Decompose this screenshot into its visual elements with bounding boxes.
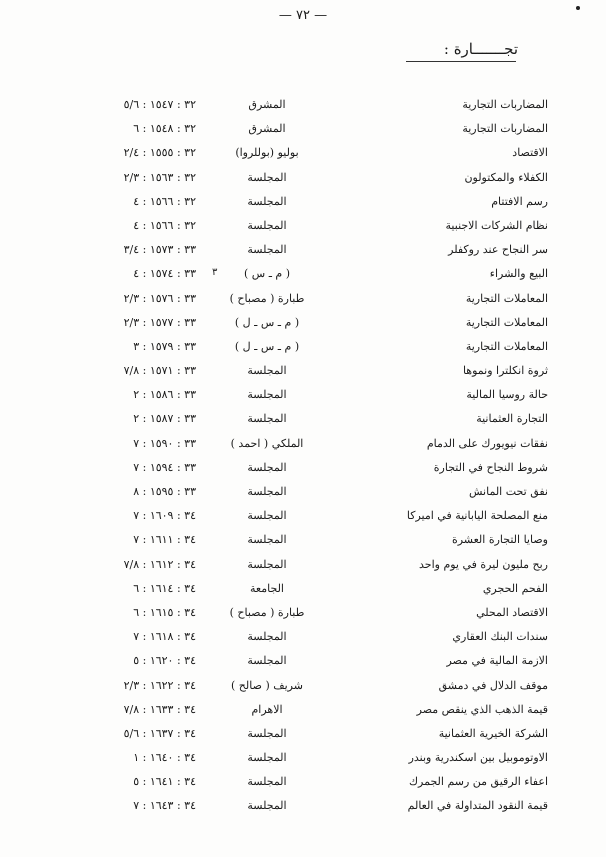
row-topic: وصايا التجارة العشرة <box>451 533 548 547</box>
index-row <box>0 388 606 412</box>
row-source: المجلسة <box>247 388 287 402</box>
row-reference: ٣٣ : ١٥٧٩ : ٣ <box>133 339 196 353</box>
index-row <box>0 679 606 703</box>
heading-underline <box>406 61 516 62</box>
row-reference: ٣٤ : ١٦١٨ : ٧ <box>133 630 196 644</box>
speck-mark <box>576 6 580 10</box>
row-source: المشرق <box>248 122 286 136</box>
row-topic: شروط النجاح في التجارة <box>433 460 548 474</box>
row-reference: ٣٤ : ١٦٠٩ : ٧ <box>133 509 196 523</box>
row-topic: البيع والشراء <box>489 267 548 281</box>
row-reference: ٣٤ : ١٦١١ : ٧ <box>133 533 196 547</box>
index-row <box>0 243 606 267</box>
row-reference: ٣٤ : ١٦١٢ : ٧/٨ <box>123 557 196 571</box>
index-row <box>0 340 606 364</box>
row-reference: ٣٣ : ١٥٧٧ : ٢/٣ <box>123 315 196 329</box>
row-source: المجلسة <box>247 243 287 257</box>
section-heading: تجـــــــارة : <box>443 40 518 58</box>
index-row <box>0 485 606 509</box>
row-reference: ٣٣ : ١٥٩٤ : ٧ <box>133 460 196 474</box>
row-reference: ٣٢ : ١٥٦٣ : ٢/٣ <box>123 170 196 184</box>
row-topic: رسم الافتتام <box>491 194 548 208</box>
row-reference: ٣٣ : ١٥٧٦ : ٢/٣ <box>123 291 196 305</box>
row-topic: سندات البنك العقاري <box>452 630 548 644</box>
row-topic: موقف الدلال في دمشق <box>438 678 548 692</box>
row-topic: المعاملات التجارية <box>465 291 548 305</box>
row-source: ( م ـ س ) <box>243 267 291 281</box>
index-row <box>0 799 606 823</box>
row-source: المجلسة <box>247 654 287 668</box>
row-source: المجلسة <box>247 218 287 232</box>
row-source: ( م ـ س ـ ل ) <box>234 315 300 329</box>
index-row <box>0 267 606 291</box>
row-topic: المضاربات التجارية <box>462 98 548 111</box>
index-row <box>0 461 606 485</box>
index-table <box>0 98 606 824</box>
row-topic: منع المصلحة اليابانية في اميركا <box>406 509 548 523</box>
row-topic: الاوتوموبيل بين اسكندرية وبندر <box>408 751 548 765</box>
index-row <box>0 412 606 436</box>
index-row <box>0 727 606 751</box>
row-reference: ٣٤ : ١٦٤٣ : ٧ <box>133 799 196 813</box>
row-source: طبارة ( مصباح ) <box>229 291 305 305</box>
index-row <box>0 316 606 340</box>
row-reference: ٣٤ : ١٦٣٣ : ٧/٨ <box>123 702 196 716</box>
index-row <box>0 751 606 775</box>
row-topic: اعفاء الرقيق من رسم الجمرك <box>408 775 548 789</box>
row-source: بوليو (بوللروا) <box>235 146 299 160</box>
row-topic: التجارة العثمانية <box>476 412 548 426</box>
row-reference: ٣٣ : ١٥٨٧ : ٢ <box>133 412 196 426</box>
index-row <box>0 654 606 678</box>
row-source: الملكي ( احمد ) <box>230 436 304 450</box>
row-reference: ٣٢ : ١٥٦٦ : ٤ <box>133 218 196 232</box>
row-source: المجلسة <box>247 799 287 813</box>
row-reference: ٣٤ : ١٦٤٠ : ١ <box>133 751 196 765</box>
row-reference: ٣٣ : ١٥٨٦ : ٢ <box>133 388 196 402</box>
row-source: الاهرام <box>251 702 283 716</box>
row-reference: ٣٤ : ١٦٤١ : ٥ <box>133 775 196 789</box>
row-topic: المضاربات التجارية <box>462 122 548 136</box>
row-source: ( م ـ س ـ ل ) <box>234 339 300 353</box>
row-source: المجلسة <box>247 726 287 740</box>
row-reference: ٣٣ : ١٥٧٣ : ٣/٤ <box>123 243 196 257</box>
row-source: المجلسة <box>247 485 287 498</box>
index-row <box>0 146 606 170</box>
row-topic: حالة روسيا المالية <box>466 388 548 402</box>
row-topic: ربح مليون ليرة في يوم واحد <box>419 557 548 571</box>
row-topic: ثروة انكلترا ونموها <box>462 364 548 378</box>
row-reference: ٣٣ : ١٥٧١ : ٧/٨ <box>123 364 196 378</box>
row-source: المجلسة <box>247 170 287 184</box>
index-row <box>0 606 606 630</box>
row-source: طبارة ( مصباح ) <box>229 605 305 619</box>
index-row <box>0 437 606 461</box>
row-reference: ٣٤ : ١٦٢٢ : ٢/٣ <box>123 678 196 692</box>
row-source: المجلسة <box>247 533 287 547</box>
row-source: المجلسة <box>247 194 287 208</box>
row-topic: نفقات نيويورك على الدمام <box>426 436 548 450</box>
row-topic: نظام الشركات الاجنبية <box>445 218 548 232</box>
row-reference: ٣٢ : ١٥٤٨ : ٦ <box>133 122 196 136</box>
row-source: المجلسة <box>247 630 287 644</box>
row-topic: الاقتصاد المحلي <box>476 605 548 619</box>
row-source: المجلسة <box>247 751 287 765</box>
row-reference: ٣٢ : ١٥٥٥ : ٢/٤ <box>123 146 196 160</box>
index-row <box>0 219 606 243</box>
row-reference: ٣٤ : ١٦١٤ : ٦ <box>133 581 196 595</box>
row-topic: الاقتصاد <box>512 146 548 160</box>
row-source: المجلسة <box>247 460 287 474</box>
row-reference: ٣٤ : ١٦١٥ : ٦ <box>133 605 196 619</box>
row-topic: المعاملات التجارية <box>465 315 548 329</box>
row-reference: ٣٣ : ١٥٧٤ : ٤ <box>133 267 196 281</box>
index-row <box>0 122 606 146</box>
row-source: المجلسة <box>247 364 287 378</box>
row-topic: الكفلاء والمكتولون <box>464 170 548 184</box>
row-source: المجلسة <box>247 412 287 426</box>
row-source: المجلسة <box>247 509 287 523</box>
row-reference: ٣٣ : ١٥٩٥ : ٨ <box>133 485 196 498</box>
row-topic: الفحم الحجري <box>482 581 548 595</box>
index-row <box>0 171 606 195</box>
index-row <box>0 364 606 388</box>
index-row <box>0 630 606 654</box>
row-reference: ٣٣ : ١٥٩٠ : ٧ <box>133 436 196 450</box>
row-topic: الشركة الخيرية العثمانية <box>438 726 548 740</box>
row-margin-mark: ٣ <box>212 267 218 279</box>
row-source: المجلسة <box>247 775 287 789</box>
row-reference: ٣٢ : ١٥٦٦ : ٤ <box>133 194 196 208</box>
index-row <box>0 533 606 557</box>
row-reference: ٣٤ : ١٦٢٠ : ٥ <box>133 654 196 668</box>
row-source: شريف ( صالح ) <box>231 678 303 692</box>
index-row <box>0 195 606 219</box>
index-row <box>0 582 606 606</box>
row-source: الجامعة <box>250 581 284 595</box>
index-row <box>0 509 606 533</box>
index-row <box>0 703 606 727</box>
row-topic: المعاملات التجارية <box>465 339 548 353</box>
row-source: المشرق <box>248 98 286 111</box>
row-reference: ٣٤ : ١٦٣٧ : ٥/٦ <box>123 726 196 740</box>
row-topic: قيمة النقود المتداولة في العالم <box>407 799 548 813</box>
row-topic: قيمة الذهب الذي ينقص مصر <box>416 702 548 716</box>
index-row <box>0 775 606 799</box>
index-row <box>0 98 606 122</box>
row-topic: نفق تحت المانش <box>469 485 548 498</box>
page-number: — ٧٢ — <box>278 8 328 23</box>
index-row <box>0 292 606 316</box>
row-reference: ٣٢ : ١٥٤٧ : ٥/٦ <box>123 98 196 111</box>
row-source: المجلسة <box>247 557 287 571</box>
index-row <box>0 558 606 582</box>
row-topic: الازمة المالية في مصر <box>446 654 548 668</box>
row-topic: سر النجاح عند روكفلر <box>448 243 548 257</box>
